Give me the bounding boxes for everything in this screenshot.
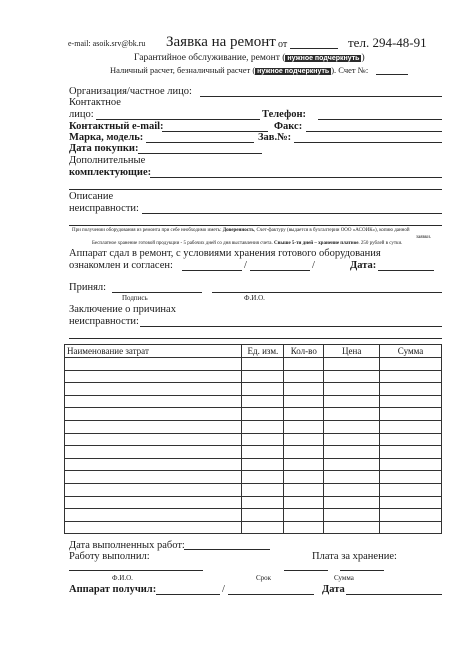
table-row [65,509,442,522]
signature-caption: Подпись [122,294,148,302]
table-cell[interactable] [324,458,380,471]
work-date-field[interactable] [184,549,270,550]
table-cell[interactable] [242,395,284,408]
table-cell[interactable] [380,471,442,484]
storage-term-field[interactable] [284,570,328,571]
table-cell[interactable] [242,446,284,459]
table-cell[interactable] [242,408,284,421]
table-cell[interactable] [380,496,442,509]
table-row [65,446,442,459]
table-row [65,471,442,484]
table-row [65,370,442,383]
device-received-signature-field[interactable] [156,594,220,595]
table-cell[interactable] [324,408,380,421]
phone-label: тел. 294-48-91 [348,35,427,50]
footer-term-caption: Срок [256,574,272,582]
table-cell[interactable] [380,370,442,383]
organization-label: Организация/частное лицо: [69,86,192,97]
invoice-label: ). Счет №: [331,65,369,75]
footer-amount-caption: Сумма [334,574,354,582]
table-cell[interactable] [380,408,442,421]
work-date-label: Дата выполненных работ: [69,540,185,551]
table-cell[interactable] [242,471,284,484]
col-header-sum: Сумма [380,345,442,358]
table-cell[interactable] [65,420,242,433]
payment-text: Наличный расчет, безналичный расчет ( [110,65,256,75]
table-cell[interactable] [324,395,380,408]
notice-paid-storage: Свыше 5-ти дней – хранение платное [274,241,359,246]
table-cell[interactable] [324,496,380,509]
device-received-date-field[interactable] [346,594,442,595]
table-cell[interactable] [65,358,242,371]
storage-date-label: Дата: [350,260,377,271]
table-cell[interactable] [380,521,442,534]
storage-slash-1: / [244,260,247,271]
brand-model-field[interactable] [146,142,254,143]
storage-fee-label: Плата за хранение: [312,551,397,562]
contact-person-field[interactable] [96,119,260,120]
table-cell[interactable] [65,408,242,421]
table-cell[interactable] [65,496,242,509]
device-received-slash: / [222,584,225,595]
table-cell[interactable] [65,521,242,534]
footer-fio-caption: Ф.И.О. [112,574,133,582]
table-cell[interactable] [65,446,242,459]
table-cell[interactable] [242,383,284,396]
email-label: e-mail: asoik.srv@bk.ru [68,39,146,48]
table-cell[interactable] [380,483,442,496]
extra-label-1: Дополнительные [69,155,146,166]
contact-person-label-2: лицо: [69,109,94,120]
table-cell[interactable] [242,521,284,534]
extra-field-2[interactable] [69,189,442,190]
notice-text: При получении оборудования из ремонта при себе необходимо иметь: [72,228,222,233]
phone-field-label: Телефон: [262,109,307,120]
device-received-label: Аппарат получил: [69,584,157,595]
col-header-unit: Ед. изм. [242,345,284,358]
table-cell[interactable] [65,471,242,484]
title-date-field[interactable] [290,48,338,49]
extra-field[interactable] [150,177,442,178]
table-cell[interactable] [242,496,284,509]
table-cell[interactable] [380,358,442,371]
table-row [65,433,442,446]
col-header-qty: Кол-во [284,345,324,358]
table-row [65,383,442,396]
table-cell[interactable] [284,358,324,371]
device-received-date-label: Дата [322,584,345,595]
table-row [65,483,442,496]
costs-table [64,344,442,534]
table-cell[interactable] [324,433,380,446]
table-cell[interactable] [65,433,242,446]
storage-name-field[interactable] [250,270,310,271]
table-row [65,496,442,509]
table-row [65,395,442,408]
table-cell[interactable] [324,483,380,496]
fault-label-1: Описание [69,191,114,202]
conclusion-field-2[interactable] [69,338,442,339]
table-cell[interactable] [284,420,324,433]
fault-label-2: неисправности: [69,203,139,214]
table-cell[interactable] [242,458,284,471]
form-title: Заявка на ремонт [166,34,276,50]
table-cell[interactable] [284,483,324,496]
table-row [65,358,442,371]
extra-label-2: комплектующие: [69,167,152,178]
table-cell[interactable] [324,383,380,396]
organization-field[interactable] [200,96,442,97]
received-name-field[interactable] [212,292,442,293]
table-cell[interactable] [284,383,324,396]
table-cell[interactable] [242,358,284,371]
table-cell[interactable] [284,521,324,534]
fio-caption: Ф.И.О. [244,294,265,302]
table-row [65,408,442,421]
contact-email-field[interactable] [162,131,268,132]
table-cell[interactable] [65,458,242,471]
purchase-date-field[interactable] [138,153,262,154]
table-cell[interactable] [284,395,324,408]
work-done-field[interactable] [69,570,203,571]
device-received-name-field[interactable] [228,594,314,595]
table-row [65,420,442,433]
table-cell[interactable] [65,370,242,383]
table-cell[interactable] [65,395,242,408]
from-label: от [278,39,288,50]
underline-needed-badge: нужное подчеркнуть [257,68,330,75]
serial-field[interactable] [294,142,442,143]
warranty-line [134,53,365,63]
table-row [65,458,442,471]
table-cell[interactable] [284,458,324,471]
table-cell[interactable] [242,509,284,522]
notice-storage-text: Бесплатное хранение готовой продукции - 5 рабочих дней со дня выставления счета. [92,241,273,246]
col-header-price: Цена [324,345,380,358]
table-cell[interactable] [242,420,284,433]
conclusion-label-2: неисправности: [69,316,139,327]
purchase-date-label: Дата покупки: [69,143,139,154]
fault-field[interactable] [142,213,442,214]
payment-line [110,65,368,75]
table-cell[interactable] [380,458,442,471]
table-cell[interactable] [242,483,284,496]
table-cell[interactable] [65,509,242,522]
table-cell[interactable] [284,433,324,446]
table-cell[interactable] [380,446,442,459]
table-cell[interactable] [324,358,380,371]
table-cell[interactable] [242,370,284,383]
table-cell[interactable] [284,509,324,522]
storage-text-1: Аппарат сдал в ремонт, с условиями хранения готового оборудования [69,248,381,259]
warranty-text: Гарантийное обслуживание, ремонт ( [134,53,286,63]
table-cell[interactable] [284,471,324,484]
phone-field[interactable] [318,119,442,120]
table-cell[interactable] [284,408,324,421]
warranty-close: ) [361,53,365,63]
table-row [65,521,442,534]
storage-slash-2: / [312,260,315,271]
table-cell[interactable] [284,496,324,509]
received-signature-field[interactable] [112,292,202,293]
brand-model-label: Марка, модель: [69,132,144,143]
received-label: Принял: [69,282,107,293]
storage-signature-field[interactable] [182,270,242,271]
notice-line-1 [72,228,410,233]
table-cell[interactable] [324,446,380,459]
col-header-item: Наименование затрат [65,345,242,358]
table-header-row [65,345,442,358]
conclusion-field[interactable] [140,326,442,327]
notice-storage-price: . 250 рублей в сутки. [358,241,403,246]
table-cell[interactable] [324,509,380,522]
fault-field-2[interactable] [69,225,442,226]
serial-label: Зав.№: [258,132,292,143]
table-cell[interactable] [380,395,442,408]
table-cell[interactable] [324,420,380,433]
work-done-label: Работу выполнил: [69,551,150,562]
table-cell[interactable] [324,370,380,383]
underline-needed-badge: нужное подчеркнуть [287,55,360,62]
contact-email-label: Контактный e-mail: [69,121,164,132]
table-cell[interactable] [65,383,242,396]
table-cell[interactable] [324,471,380,484]
conclusion-label-1: Заключение о причинах [69,304,176,315]
storage-date-field[interactable] [378,270,434,271]
notice-text-2: , Счет-фактуру (выдается в бухгалтерии ООО «АСОИК»), копию данной [254,228,410,233]
table-cell[interactable] [242,433,284,446]
notice-line-3 [92,241,402,246]
notice-line-2: заявки. [416,235,432,240]
table-cell[interactable] [380,420,442,433]
table-cell[interactable] [380,383,442,396]
table-cell[interactable] [380,433,442,446]
table-cell[interactable] [284,370,324,383]
storage-amount-field[interactable] [340,570,384,571]
fax-field[interactable] [306,131,442,132]
notice-power-of-attorney: Доверенность [222,228,255,233]
fax-label: Факс: [274,121,303,132]
invoice-number-field[interactable] [376,74,408,75]
table-cell[interactable] [284,446,324,459]
table-cell[interactable] [65,483,242,496]
storage-text-2: ознакомлен и согласен: [69,260,173,271]
contact-person-label-1: Контактное [69,97,121,108]
table-cell[interactable] [380,509,442,522]
table-cell[interactable] [324,521,380,534]
